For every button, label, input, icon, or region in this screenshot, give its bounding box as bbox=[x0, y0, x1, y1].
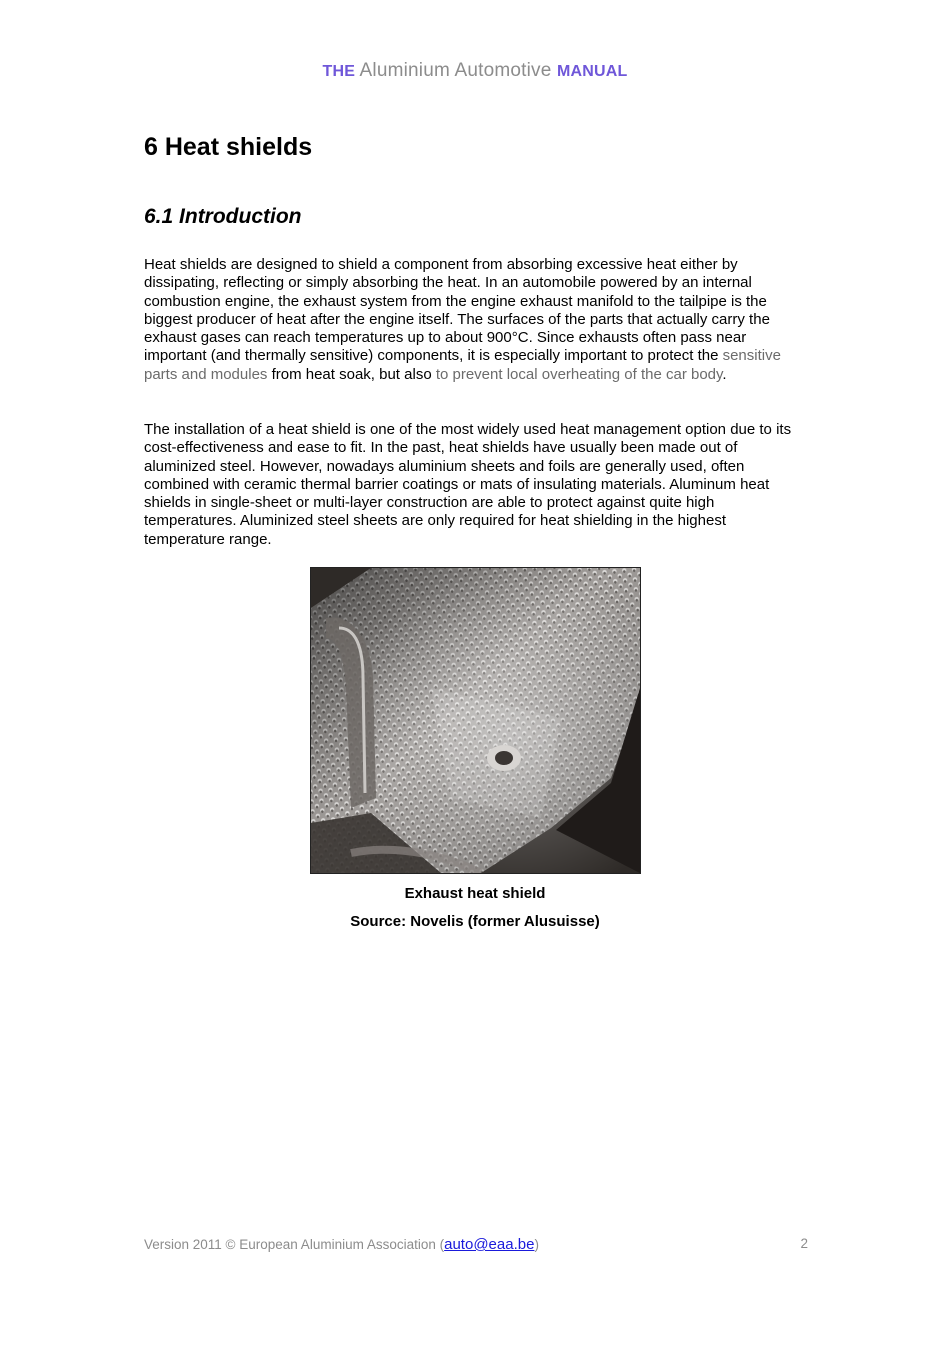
figure-source: Source: Novelis (former Alusuisse) bbox=[350, 913, 600, 930]
figure-caption: Exhaust heat shield bbox=[404, 885, 546, 902]
running-header bbox=[0, 60, 950, 82]
chapter-title: 6 Heat shields bbox=[144, 133, 313, 161]
overheating-link[interactable]: to prevent local overheating of the car body bbox=[435, 365, 723, 383]
header-manual: MANUAL bbox=[556, 63, 628, 80]
footer-copyright: Version 2011 © European Aluminium Association ( bbox=[144, 1237, 445, 1252]
heat-shield-photo bbox=[310, 567, 641, 874]
page-number: 2 bbox=[800, 1236, 808, 1251]
footer-email-link[interactable]: auto@eaa.be bbox=[444, 1236, 535, 1253]
sensitive-parts-link[interactable]: sensitive parts and modules bbox=[144, 347, 781, 383]
heat-shield-illustration bbox=[311, 568, 640, 873]
section-title: 6.1 Introduction bbox=[144, 205, 302, 228]
page-footer bbox=[144, 1236, 808, 1253]
paragraph1-text-a: Heat shields are designed to shield a component from absorbing excessive heat either by dissipating, reflecting or simply absorbing the heat. In an automobile powered by an internal combustion engine, the exhaust system from the engine exhaust manifold to the tailpipe is the biggest producer of heat after the engine itself. The surfaces of the parts that actually carry the exhaust gases can reach temperatures up to about 900°C. Since exhausts often pass near important (and thermally sensitive) components, it is especially important to protect the bbox=[144, 256, 770, 365]
header-the: THE bbox=[322, 63, 356, 80]
intro-paragraph-1 bbox=[144, 256, 810, 384]
paragraph1-text-b: from heat soak, but also bbox=[267, 365, 436, 383]
paragraph1-text-c: . bbox=[722, 365, 727, 383]
header-title: Aluminium Automotive bbox=[359, 60, 552, 81]
intro-paragraph-2: The installation of a heat shield is one of the most widely used heat management option due to its cost-effectiveness and ease to fit. In the past, heat shields have usually been made out of aluminized steel. However, nowadays aluminium sheets and foils are generally used, often combined with ceramic thermal barrier coatings or mats of insulating materials. Aluminum heat shields in single-sheet or multi-layer construction are able to protect against quite high temperatures. Aluminized steel sheets are only required for heat shielding in the highest temperature range. bbox=[144, 421, 792, 548]
footer-suffix: ) bbox=[534, 1237, 539, 1252]
